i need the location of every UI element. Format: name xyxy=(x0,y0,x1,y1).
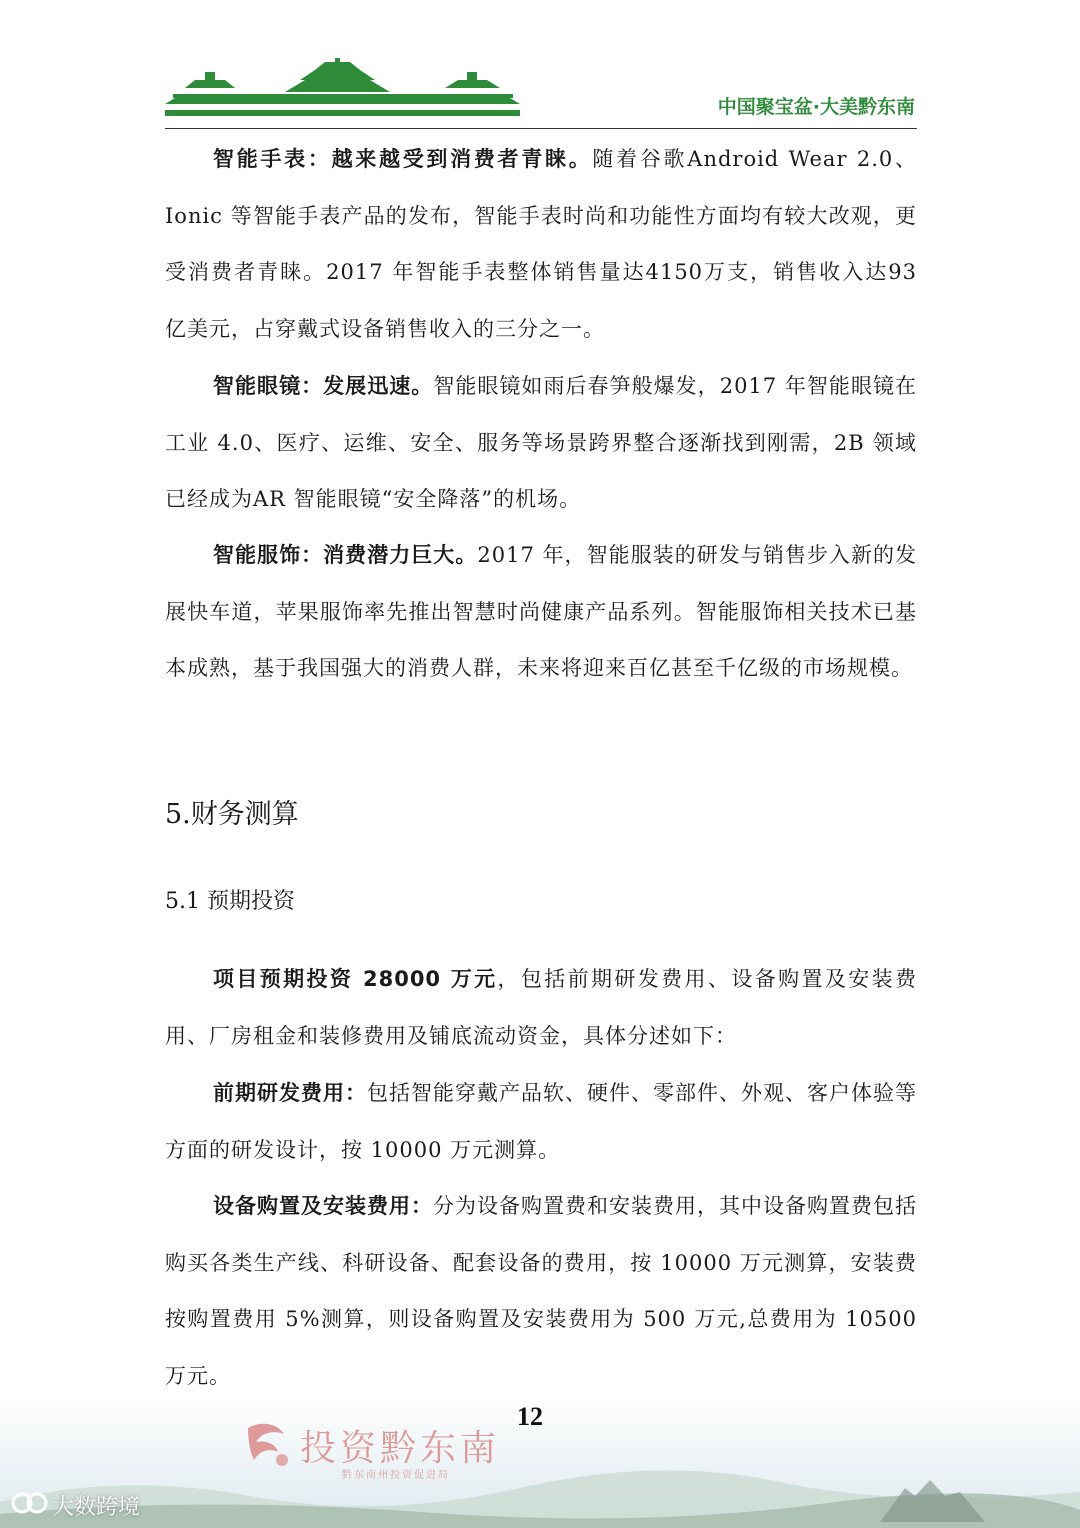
paragraph-equipment-cost xyxy=(165,1178,917,1404)
header-slogan: 中国聚宝盆·大美黔东南 xyxy=(717,96,915,118)
paragraph-heading: 智能手表：越来越受到消费者青睐。 xyxy=(213,147,593,171)
paragraph-smartclothing xyxy=(165,527,917,697)
footer-brand-text: 投资黔东南 xyxy=(300,1428,501,1469)
paragraph-body: 包括智能穿戴产品软、硬件、零部件、外观、客户体验等方面的研发设计，按 10000 万元测算。 xyxy=(165,1081,917,1162)
paragraph-body: ，包括前期研发费用、设备购置及安装费用、厂房租金和装修费用及铺底流动资金，具体分述如下： xyxy=(165,967,917,1048)
subsection-heading: 5.1 预期投资 xyxy=(165,889,295,914)
paragraph-rnd-cost xyxy=(165,1065,917,1178)
section-heading: 5.财务测算 xyxy=(165,799,299,830)
paragraph-body: 智能眼镜如雨后春笋般爆发，2017 年智能眼镜在工业 4.0、医疗、运维、安全、服务等场景跨界整合逐渐找到刚需，2B 领域已经成为AR 智能眼镜“安全降落”的机场。 xyxy=(165,374,918,511)
paragraph-heading: 前期研发费用： xyxy=(213,1081,367,1105)
paragraph-heading: 智能服饰：消费潜力巨大。 xyxy=(213,543,478,567)
watermark-text: 大数跨境 xyxy=(52,1495,141,1520)
paragraph-body: 分为设备购置费和安装费用，其中设备购置费包括购买各类生产线、科研设备、配套设备的费用，按 10000 万元测算，安装费按购置费用 5%测算，则设备购置及安装费用为 500 万元,总费用为 10500 万元。 xyxy=(165,1194,917,1388)
watermark-logo-icon xyxy=(10,1490,50,1516)
paragraph-heading: 项目预期投资 28000 万元 xyxy=(213,967,498,991)
page-number: 12 xyxy=(517,1402,543,1431)
pavilion-logo-icon xyxy=(165,58,520,120)
paragraph-smartglasses xyxy=(165,358,917,528)
paragraph-body: 随着谷歌Android Wear 2.0、Ionic 等智能手表产品的发布，智能手表时尚和功能性方面均有较大改观，更受消费者青睐。2017 年智能手表整体销售量达4150万支，销售收入达93 亿美元，占穿戴式设备销售收入的三分之一。 xyxy=(165,147,917,341)
paragraph-heading: 设备购置及安装费用： xyxy=(213,1194,433,1218)
paragraph-heading: 智能眼镜：发展迅速。 xyxy=(213,374,434,398)
paragraph-body: 2017 年，智能服装的研发与销售步入新的发展快车道，苹果服饰率先推出智慧时尚健康产品系列。智能服饰相关技术已基本成熟，基于我国强大的消费人群，未来将迎来百亿甚至千亿级的市场规模。 xyxy=(165,543,918,680)
footer-brand-subtitle: 黔东南州投资促进局 xyxy=(342,1470,450,1481)
paragraph-investment xyxy=(165,951,917,1064)
brand-seal-icon xyxy=(238,1416,296,1474)
paragraph-smartwatch xyxy=(165,131,917,357)
header-divider xyxy=(165,128,917,129)
